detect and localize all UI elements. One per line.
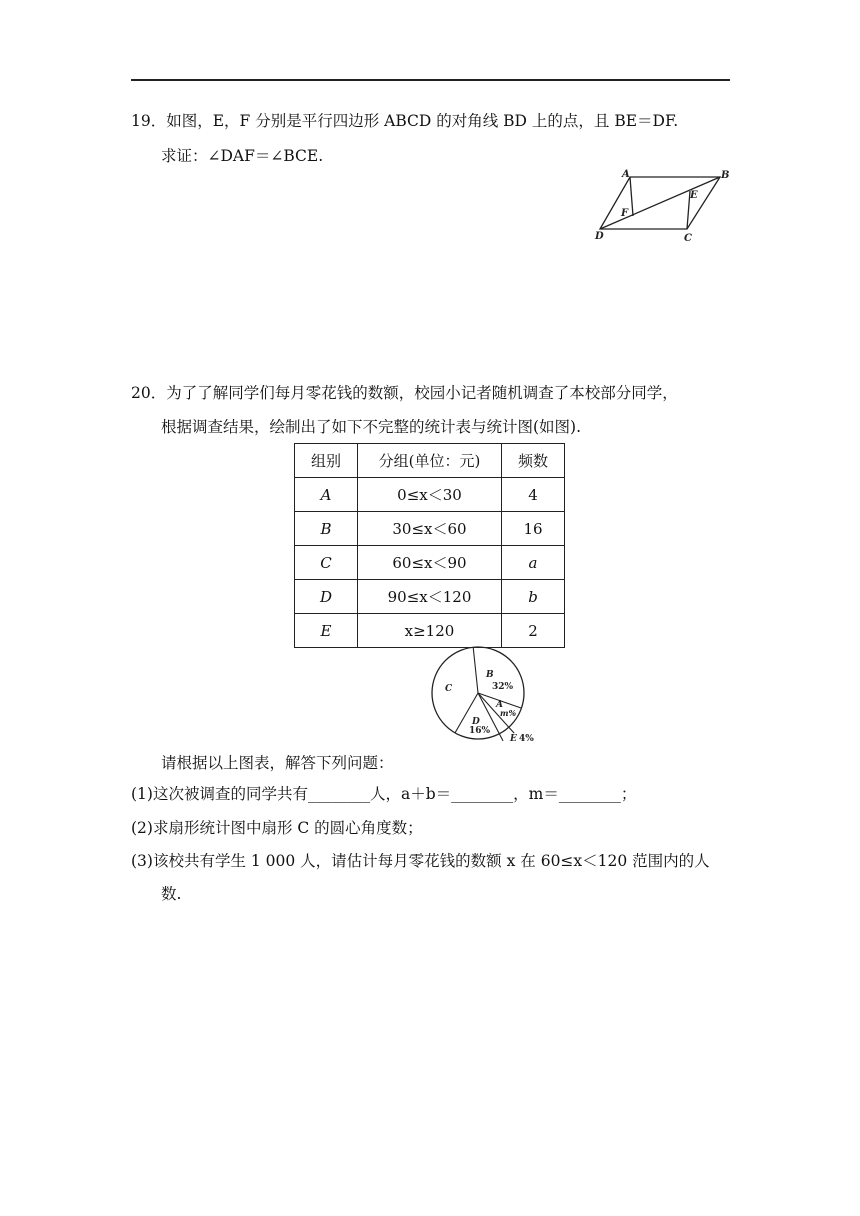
slice-label-e: E xyxy=(510,734,517,744)
cell-frequency: 4 xyxy=(502,478,565,512)
diagonal-bd xyxy=(600,177,720,229)
cell-group: C xyxy=(295,546,358,580)
label-a: A xyxy=(622,169,630,180)
table-row xyxy=(295,546,565,580)
header-frequency: 频数 xyxy=(502,444,565,478)
header-range: 分组(单位：元) xyxy=(358,444,502,478)
pie-chart xyxy=(420,645,545,745)
cell-group: B xyxy=(295,512,358,546)
table-row xyxy=(295,614,565,648)
cell-group: D xyxy=(295,580,358,614)
cell-group: E xyxy=(295,614,358,648)
label-f: F xyxy=(621,208,629,219)
q20-line1: 20．为了了解同学们每月零花钱的数额，校园小记者随机调查了本校部分同学， xyxy=(131,384,678,402)
slice-value-a: m% xyxy=(500,708,517,718)
cell-range: 60≤x＜90 xyxy=(358,546,502,580)
cell-group: A xyxy=(295,478,358,512)
table-row xyxy=(295,478,565,512)
q20-sub1: (1)这次被调查的同学共有________人，a＋b＝________，m＝________； xyxy=(131,785,637,803)
q20-sub3-line2: 数. xyxy=(161,885,182,903)
slice-label-a: A xyxy=(496,700,503,710)
segment-af xyxy=(630,177,633,216)
slice-label-b: B xyxy=(486,670,494,680)
q20-sub3-line1: (3)该校共有学生 1 000 人，请估计每月零花钱的数额 x 在 60≤x＜120 范围内的人 xyxy=(131,852,710,870)
q20-sub2: (2)求扇形统计图中扇形 C 的圆心角度数； xyxy=(131,819,423,837)
top-rule xyxy=(131,79,730,81)
label-b: B xyxy=(721,170,730,181)
frequency-table xyxy=(294,443,565,648)
q19-line2: 求证：∠DAF＝∠BCE. xyxy=(161,147,324,165)
parallelogram-figure xyxy=(590,165,735,245)
slice-label-d: D xyxy=(472,717,480,727)
header-group: 组别 xyxy=(295,444,358,478)
cell-range: x≥120 xyxy=(358,614,502,648)
table-header-row xyxy=(295,444,565,478)
q19-line1: 19．如图，E，F 分别是平行四边形 ABCD 的对角线 BD 上的点，且 BE＝DF. xyxy=(131,112,679,130)
slice-value-d: 16% xyxy=(469,726,491,736)
slice-label-c: C xyxy=(445,684,453,694)
label-d: D xyxy=(595,231,604,242)
slice-boundary-start xyxy=(473,647,478,693)
q20-intro: 请根据以上图表，解答下列问题： xyxy=(161,754,394,772)
label-c: C xyxy=(684,233,692,244)
slice-value-b: 32% xyxy=(492,682,514,692)
cell-frequency: b xyxy=(502,580,565,614)
cell-range: 30≤x＜60 xyxy=(358,512,502,546)
cell-frequency: 2 xyxy=(502,614,565,648)
q20-line2: 根据调查结果，绘制出了如下不完整的统计表与统计图(如图). xyxy=(161,418,582,436)
label-e: E xyxy=(690,190,698,201)
cell-frequency: a xyxy=(502,546,565,580)
cell-range: 0≤x＜30 xyxy=(358,478,502,512)
table-row xyxy=(295,580,565,614)
cell-range: 90≤x＜120 xyxy=(358,580,502,614)
slice-value-e: 4% xyxy=(519,734,534,744)
cell-frequency: 16 xyxy=(502,512,565,546)
table-row xyxy=(295,512,565,546)
